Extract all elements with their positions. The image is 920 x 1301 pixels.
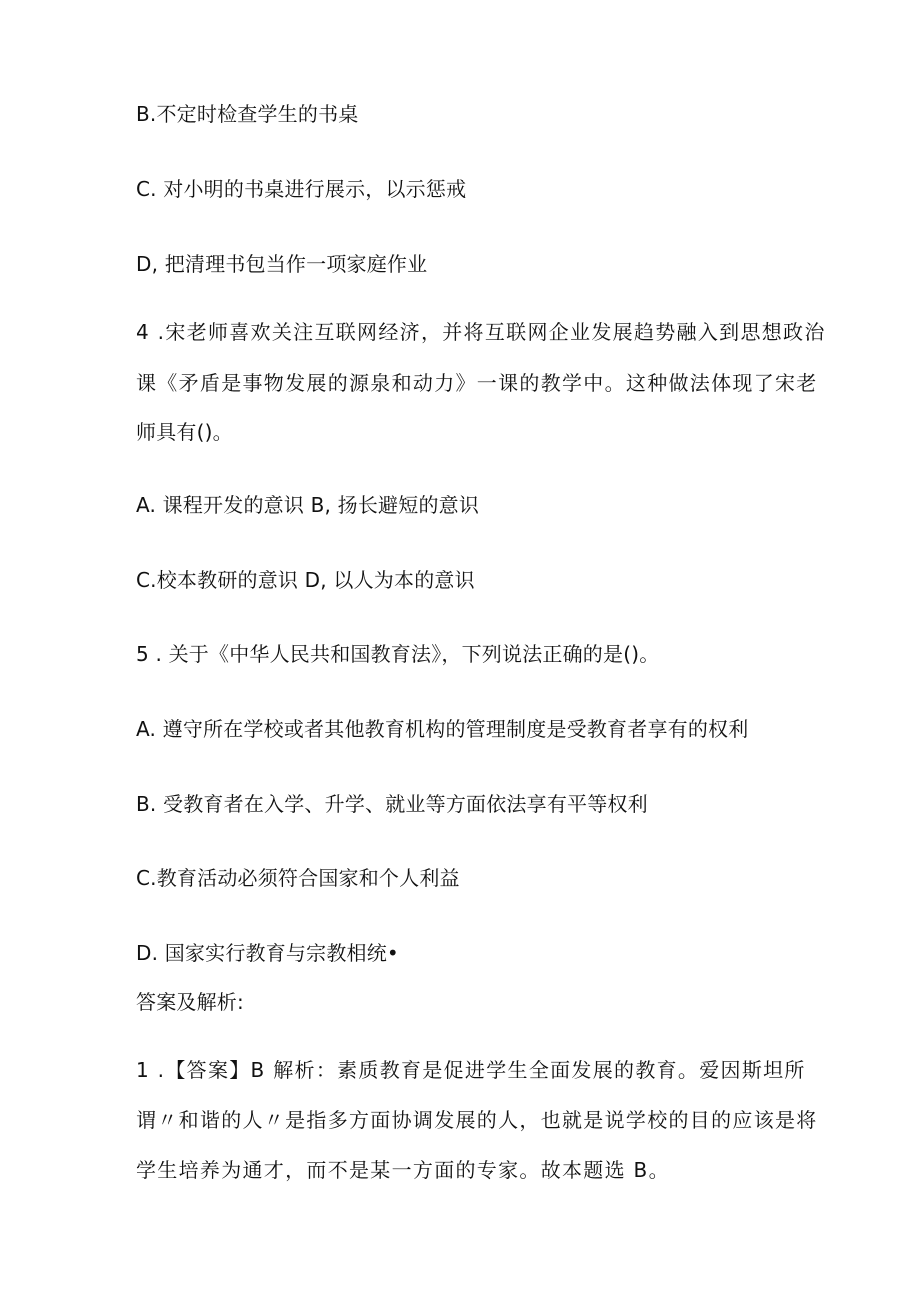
q4-stem-line-2: 课《矛盾是事物发展的源泉和动力》一课的教学中。这种做法体现了宋老	[136, 371, 818, 395]
answer-1-line-3: 学生培养为通才，而不是某一方面的专家。故本题选 B。	[136, 1158, 670, 1182]
answer-1-line-1: 1 .【答案】B 解析：素质教育是促进学生全面发展的教育。爱因斯坦所	[136, 1058, 806, 1082]
answers-heading: 答案及解析:	[136, 990, 244, 1014]
q5-option-a: A. 遵守所在学校或者其他教育机构的管理制度是受教育者享有的权利	[136, 717, 749, 741]
q4-stem-line-1: 4 .宋老师喜欢关注互联网经济，并将互联网企业发展趋势融入到思想政治	[136, 320, 826, 344]
q5-option-d: D. 国家实行教育与宗教相统•	[136, 941, 399, 965]
q4-stem-line-3: 师具有()。	[136, 420, 233, 444]
q4-options-cd: C.校本教研的意识 D, 以人为本的意识	[136, 568, 475, 592]
q3-option-c: C. 对小明的书桌进行展示，以示惩戒	[136, 177, 467, 201]
q5-option-b: B. 受教育者在入学、升学、就业等方面依法享有平等权利	[136, 792, 648, 816]
q5-option-c: C.教育活动必须符合国家和个人利益	[136, 866, 460, 890]
answer-1-line-2: 谓〃和谐的人〃是指多方面协调发展的人，也就是说学校的目的应该是将	[136, 1108, 818, 1132]
q5-stem: 5 . 关于《中华人民共和国教育法》，下列说法正确的是()。	[136, 642, 660, 666]
q3-option-d: D, 把清理书包当作一项家庭作业	[136, 252, 428, 276]
q3-option-b: B.不定时检查学生的书桌	[136, 102, 359, 126]
q4-options-ab: A. 课程开发的意识 B, 扬长避短的意识	[136, 493, 480, 517]
